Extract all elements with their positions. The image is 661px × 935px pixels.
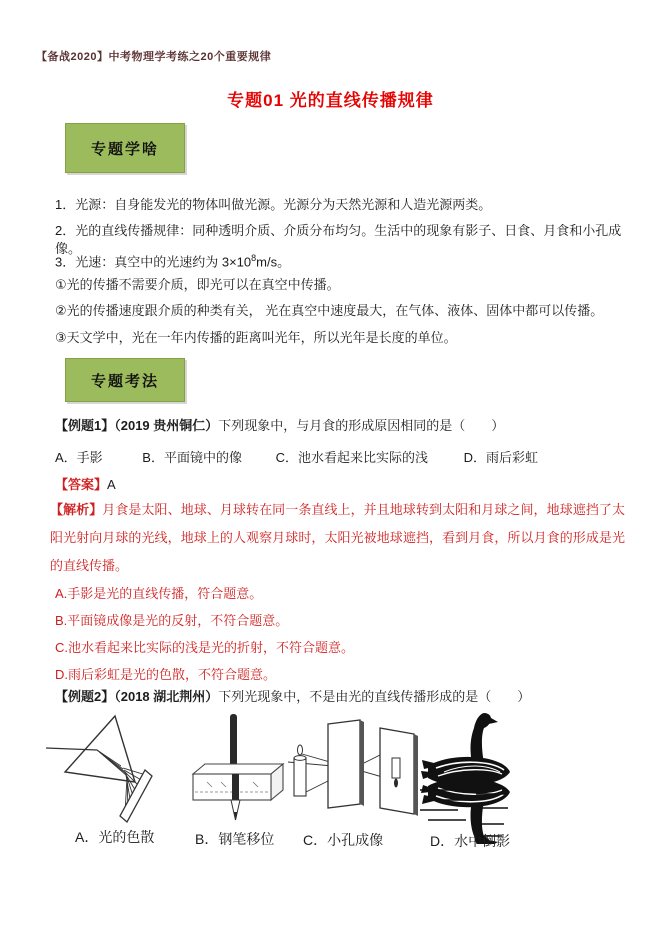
- option-a: A．手影: [55, 450, 103, 465]
- pen-glass-icon: [183, 712, 291, 824]
- swan-upright: [421, 713, 510, 786]
- example2-question-text: 下列光现象中，不是由光的直线传播形成的是（ ）: [218, 689, 531, 704]
- option-d: D．雨后彩虹: [463, 450, 538, 465]
- option-c: C．池水看起来比实际的浅: [275, 450, 428, 465]
- example1-question-text: 下列现象中，与月食的形成原因相同的是（ ）: [218, 418, 505, 433]
- learn-item-2: 2．光的直线传播规律：同种透明介质、介质分布均匀。生活中的现象有影子、日食、月食和小孔成像。: [55, 223, 622, 256]
- example1-options: [55, 447, 635, 466]
- pinhole-imaging-icon: [288, 710, 428, 822]
- example2-question: [55, 688, 630, 706]
- speed-unit: m/s。: [256, 254, 291, 270]
- speed-text: 3．光速：真空中的光速约为 3×10: [55, 254, 252, 270]
- figure-a-label: A．光的色散: [75, 829, 155, 845]
- example1-analysis: [50, 496, 625, 580]
- analysis-label: 【解析】: [50, 502, 103, 517]
- analysis-point-a: A.手影是光的直线传播，符合题意。: [55, 586, 263, 601]
- learn-item-1: 1．光源：自身能发光的物体叫做光源。光源分为天然光源和人造光源两类。: [55, 197, 492, 212]
- figure-reflection-diagram: [420, 702, 532, 844]
- analysis-point-b: B.平面镜成像是光的反射，不符合题意。: [55, 613, 289, 628]
- figure-pinhole-diagram: [288, 710, 428, 822]
- analysis-text: 月食是太阳、地球、月球转在同一条直线上，并且地球转到太阳和月球之间，地球遮挡了太阳光射向月球的光线，地球上的人观察月球时，太阳光被地球遮挡，看到月食，所以月食的形成是光的直线传播。: [50, 502, 625, 573]
- figure-d-label: D．水中倒影: [430, 833, 511, 849]
- swan-reflection-icon: [420, 702, 532, 844]
- figure-pen-diagram: [183, 712, 291, 824]
- prism-dispersion-icon: [45, 710, 165, 828]
- answer-value: A: [107, 477, 116, 492]
- section-badge-learn: [65, 123, 185, 173]
- answer-label: 【答案】: [55, 477, 108, 492]
- figure-b-label: B．钢笔移位: [195, 831, 275, 847]
- section-badge-exam-label: 专题考法: [90, 372, 159, 390]
- section-badge-learn-label: 专题学啥: [90, 140, 159, 158]
- learn-note-3: ③天文学中，光在一年内传播的距离叫光年，所以光年是长度的单位。: [55, 330, 457, 345]
- speed-exponent: 8: [251, 253, 257, 263]
- example1-question: [55, 417, 630, 435]
- learn-item-3: [55, 249, 630, 271]
- figure-dispersion-diagram: [45, 710, 165, 828]
- analysis-point-d: D.雨后彩虹是光的色散，不符合题意。: [55, 667, 277, 682]
- example1-answer: [55, 474, 116, 493]
- analysis-point-c: C.池水看起来比实际的浅是光的折射，不符合题意。: [55, 640, 355, 655]
- learn-note-1: ①光的传播不需要介质，即光可以在真空中传播。: [55, 277, 340, 292]
- figure-c-label: C．小孔成像: [303, 832, 384, 848]
- option-b: B．平面镜中的像: [142, 450, 242, 465]
- learn-note-2: ②光的传播速度跟介质的种类有关， 光在真空中速度最大，在气体、液体、固体中都可以传播。: [55, 303, 604, 318]
- section-badge-exam: [65, 358, 185, 402]
- page-title: 专题01 光的直线传播规律: [227, 91, 434, 110]
- example2-tag: 【例题2】（2018 湖北荆州）: [55, 689, 219, 704]
- doc-header: 【备战2020】中考物理学考练之20个重要规律: [36, 51, 272, 63]
- example1-tag: 【例题1】（2019 贵州铜仁）: [55, 418, 219, 433]
